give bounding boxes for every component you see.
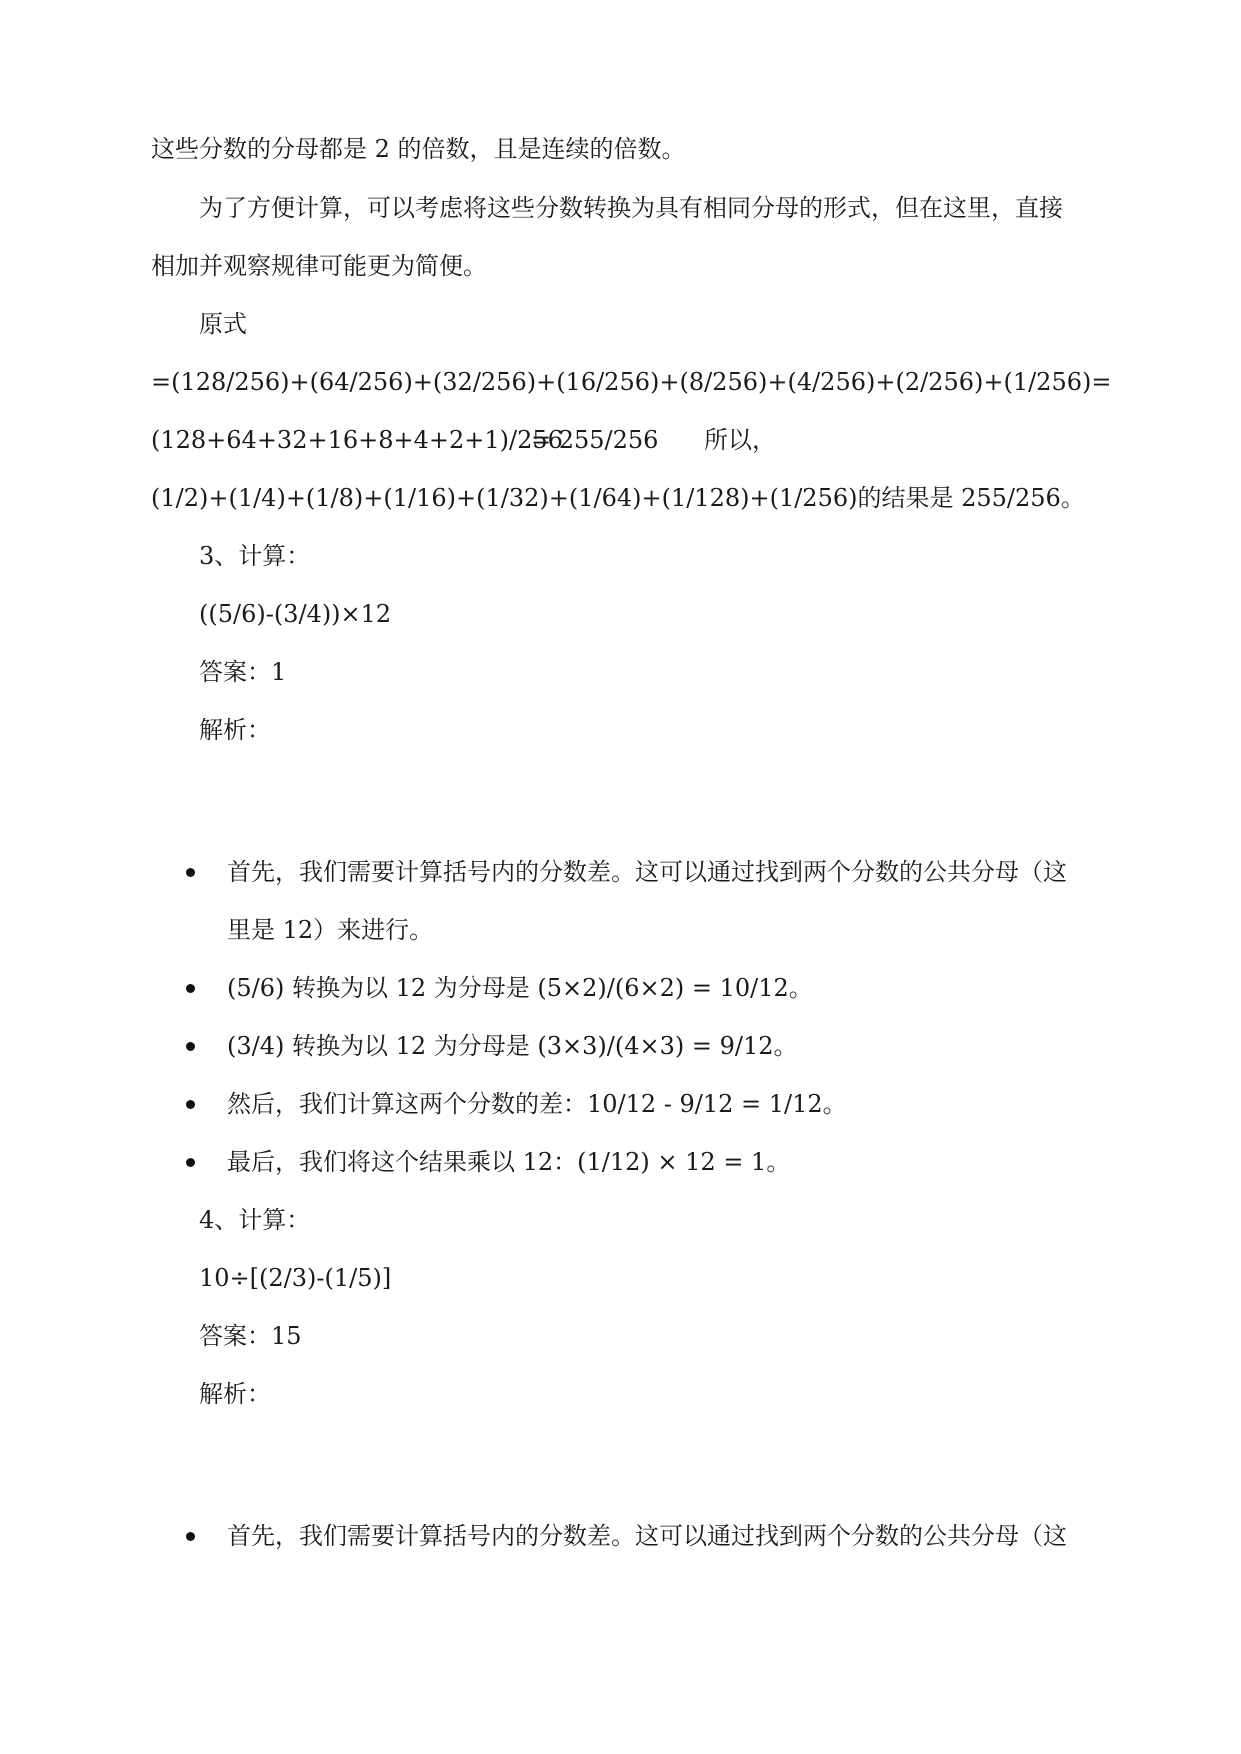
bullet-dot [186, 1042, 195, 1051]
conclusion-statement: (1/2)+(1/4)+(1/8)+(1/16)+(1/32)+(1/64)+(1/128)+(1/256)的结果是 255/256。 [151, 484, 1085, 512]
conclusion-therefore: 所以， [704, 426, 776, 454]
question-3-expression: ((5/6)-(3/4))×12 [199, 600, 392, 628]
paragraph-denominators: 这些分数的分母都是 2 的倍数，且是连续的倍数。 [151, 135, 686, 163]
equation-sum: (128+64+32+16+8+4+2+1)/256 [151, 426, 563, 454]
question-4-analysis-label: 解析： [199, 1380, 271, 1408]
question-3-step-2: (5/6) 转换为以 12 为分母是 (5×2)/(6×2) = 10/12。 [227, 974, 813, 1002]
bullet-dot [186, 1100, 195, 1109]
equation-equals-sign: = [1091, 368, 1112, 396]
question-3-answer: 答案：1 [199, 658, 287, 686]
equation-result: = 255/256 [531, 426, 659, 454]
question-4-title: 4、计算： [199, 1206, 311, 1234]
question-3-step-4: 然后，我们计算这两个分数的差：10/12 - 9/12 = 1/12。 [227, 1090, 847, 1118]
question-3-step-3: (3/4) 转换为以 12 为分母是 (3×3)/(4×3) = 9/12。 [227, 1032, 798, 1060]
bullet-dot [186, 868, 195, 877]
paragraph-method-line-1: 为了方便计算，可以考虑将这些分数转换为具有相同分母的形式，但在这里，直接 [199, 194, 1063, 222]
original-expression-label: 原式 [199, 310, 247, 338]
question-4-answer: 答案：15 [199, 1322, 302, 1350]
question-3-step-5: 最后，我们将这个结果乘以 12：(1/12) × 12 = 1。 [227, 1148, 791, 1176]
equation-expansion-row [151, 366, 1112, 398]
question-4-expression: 10÷[(2/3)-(1/5)] [199, 1264, 392, 1292]
question-3-step-1-line-1: 首先，我们需要计算括号内的分数差。这可以通过找到两个分数的公共分母（这 [227, 858, 1067, 886]
equation-expansion: =(128/256)+(64/256)+(32/256)+(16/256)+(8/256)+(4/256)+(2/256)+(1/256) [151, 368, 1092, 396]
question-4-step-1-line-1: 首先，我们需要计算括号内的分数差。这可以通过找到两个分数的公共分母（这 [227, 1522, 1067, 1550]
bullet-dot [186, 1158, 195, 1167]
paragraph-method-line-2: 相加并观察规律可能更为简便。 [151, 252, 487, 280]
question-3-title: 3、计算： [199, 542, 311, 570]
bullet-dot [186, 1532, 195, 1541]
question-3-step-1-line-2: 里是 12）来进行。 [227, 916, 434, 944]
question-3-analysis-label: 解析： [199, 716, 271, 744]
bullet-dot [186, 984, 195, 993]
